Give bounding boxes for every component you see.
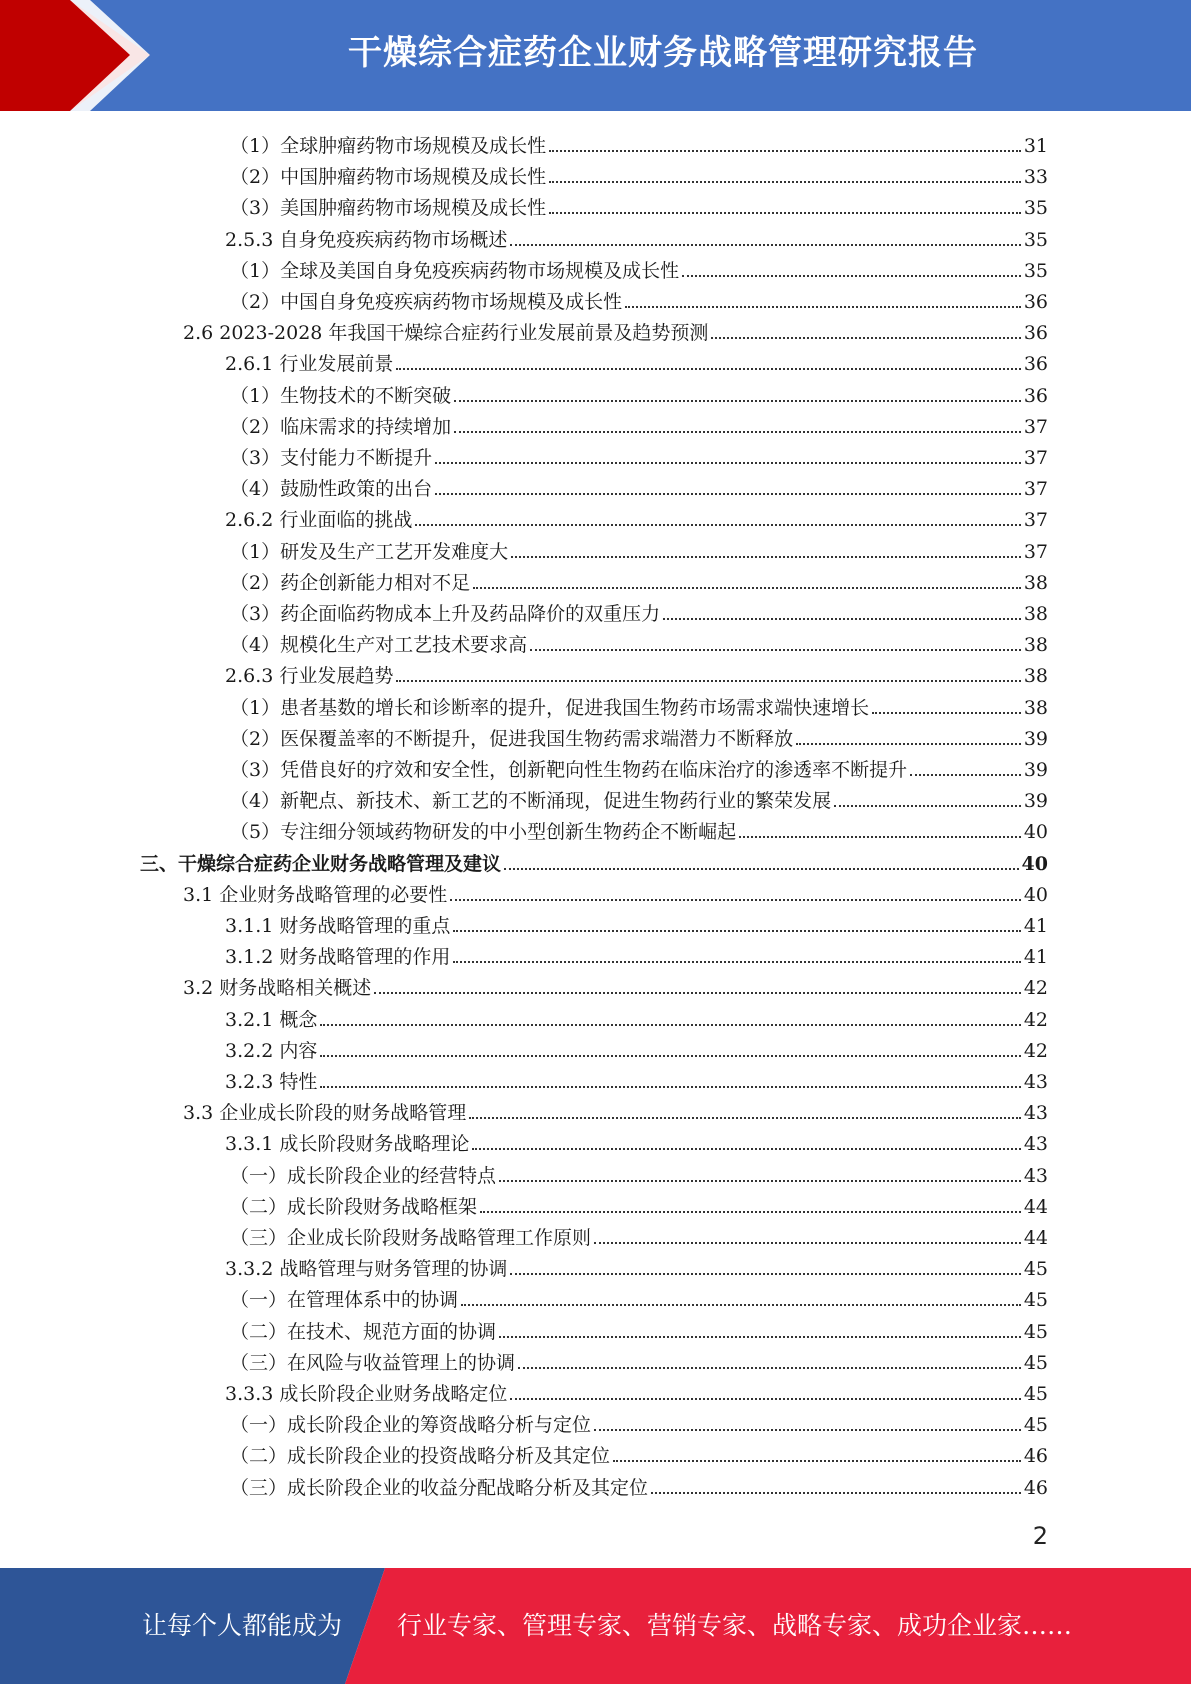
toc-entry[interactable] [230, 377, 1048, 408]
toc-entry-title: （3）支付能力不断提升 [230, 447, 433, 469]
toc-entry-title: （5）专注细分领域药物研发的中小型创新生物药企不断崛起 [230, 821, 737, 844]
toc-entry-page: 44 [1023, 1227, 1048, 1249]
toc-entry[interactable] [225, 501, 1048, 532]
toc-entry-page: 33 [1023, 166, 1048, 189]
toc-entry-title: （3）凭借良好的疗效和安全性，创新靶向性生物药在临床治疗的渗透率不断提升 [230, 759, 908, 781]
toc-dot-leader [663, 618, 1021, 620]
toc-entry-title: 2.6.3 行业发展趋势 [225, 665, 394, 688]
toc-dot-leader [435, 462, 1021, 464]
toc-entry[interactable] [230, 1406, 1048, 1437]
toc-entry-page: 45 [1023, 1289, 1048, 1312]
toc-dot-leader [320, 1086, 1020, 1088]
toc-entry[interactable] [140, 845, 1048, 876]
toc-entry-page: 41 [1023, 946, 1048, 969]
toc-entry-title: （1）患者基数的增长和诊断率的提升，促进我国生物药市场需求端快速增长 [230, 696, 870, 719]
toc-dot-leader [510, 244, 1020, 246]
toc-entry[interactable] [230, 595, 1048, 626]
toc-entry-page: 39 [1023, 759, 1048, 781]
toc-dot-leader [454, 400, 1021, 402]
toc-entry[interactable] [225, 907, 1048, 938]
toc-dot-leader [625, 306, 1021, 308]
toc-dot-leader [549, 181, 1021, 183]
toc-dot-leader [461, 1304, 1021, 1306]
toc-entry-page: 38 [1023, 603, 1048, 625]
toc-dot-leader [594, 1429, 1021, 1431]
toc-entry-page: 45 [1023, 1383, 1048, 1405]
toc-entry-title: （三）企业成长阶段财务战略管理工作原则 [230, 1227, 592, 1249]
toc-entry-title: 3.3.1 成长阶段财务战略理论 [225, 1133, 470, 1156]
toc-entry-title: 2.6.1 行业发展前景 [225, 353, 394, 376]
toc-dot-leader [510, 1273, 1020, 1275]
toc-dot-leader [453, 930, 1020, 932]
toc-entry-page: 36 [1023, 353, 1048, 376]
toc-dot-leader [549, 150, 1021, 152]
toc-dot-leader [454, 431, 1021, 433]
toc-entry-title: （三）在风险与收益管理上的协调 [230, 1351, 516, 1374]
toc-entry[interactable] [225, 657, 1048, 688]
toc-entry-title: （2）医保覆盖率的不断提升，促进我国生物药需求端潜力不断释放 [230, 727, 794, 750]
toc-entry-page: 45 [1023, 1414, 1048, 1437]
toc-entry-title: 3.3.3 成长阶段企业财务战略定位 [225, 1383, 508, 1405]
toc-entry[interactable] [230, 689, 1048, 720]
toc-entry-page: 35 [1023, 259, 1048, 282]
toc-entry[interactable] [230, 564, 1048, 595]
toc-entry-title: 3.1.2 财务战略管理的作用 [225, 946, 451, 969]
toc-dot-leader [834, 805, 1021, 807]
toc-entry-page: 46 [1023, 1476, 1048, 1499]
toc-entry[interactable] [230, 1313, 1048, 1344]
toc-dot-leader [613, 1460, 1021, 1462]
page-header [0, 0, 1191, 111]
toc-dot-leader [450, 899, 1021, 901]
toc-entry-title: （三）成长阶段企业的收益分配战略分析及其定位 [230, 1476, 649, 1499]
toc-entry[interactable] [183, 314, 1048, 345]
toc-entry[interactable] [230, 439, 1048, 470]
toc-entry-page: 41 [1023, 915, 1048, 937]
toc-dot-leader [415, 524, 1020, 526]
toc-entry-page: 38 [1023, 571, 1048, 594]
toc-dot-leader [320, 1024, 1020, 1026]
toc-entry-title: （二）成长阶段企业的投资战略分析及其定位 [230, 1445, 611, 1468]
toc-entry[interactable] [230, 1188, 1048, 1219]
toc-dot-leader [739, 836, 1021, 838]
toc-entry[interactable] [230, 1469, 1048, 1500]
toc-dot-leader [480, 1211, 1021, 1213]
toc-entry-title: 3.2.3 特性 [225, 1071, 318, 1093]
toc-entry-title: 3.1.1 财务战略管理的重点 [225, 915, 451, 937]
toc-dot-leader [682, 275, 1021, 277]
toc-entry-title: （2）中国肿瘤药物市场规模及成长性 [230, 166, 547, 189]
toc-entry[interactable] [230, 533, 1048, 564]
toc-entry-page: 37 [1023, 447, 1048, 469]
toc-entry-title: （3）美国肿瘤药物市场规模及成长性 [230, 197, 547, 220]
toc-entry-title: （一）成长阶段企业的筹资战略分析与定位 [230, 1414, 592, 1437]
toc-dot-leader [511, 556, 1021, 558]
toc-entry-title: 2.6 2023-2028 年我国干燥综合症药行业发展前景及趋势预测 [183, 322, 709, 345]
toc-dot-leader [651, 1492, 1021, 1494]
toc-entry-title: （二）在技术、规范方面的协调 [230, 1320, 497, 1343]
toc-dot-leader [435, 493, 1021, 495]
toc-dot-leader [499, 1336, 1021, 1338]
page-footer [0, 1568, 1191, 1684]
toc-entry[interactable] [230, 189, 1048, 220]
toc-entry-page: 45 [1023, 1351, 1048, 1374]
toc-dot-leader [549, 212, 1021, 214]
toc-entry-title: 3.2.1 概念 [225, 1008, 318, 1031]
report-title: 干燥综合症药企业财务战略管理研究报告 [348, 33, 978, 73]
toc-dot-leader [453, 961, 1020, 963]
toc-entry-title: （2）药企创新能力相对不足 [230, 571, 471, 594]
toc-entry-title: （3）药企面临药物成本上升及药品降价的双重压力 [230, 603, 661, 625]
toc-entry[interactable] [225, 345, 1048, 376]
toc-entry-page: 42 [1023, 1008, 1048, 1031]
toc-entry-page: 36 [1023, 291, 1048, 313]
toc-entry[interactable] [225, 221, 1048, 252]
toc-entry-title: 2.6.2 行业面临的挑战 [225, 509, 413, 532]
toc-entry[interactable] [230, 252, 1048, 283]
toc-dot-leader [594, 1242, 1021, 1244]
toc-entry-page: 37 [1023, 415, 1048, 438]
toc-entry-page: 43 [1023, 1071, 1048, 1093]
toc-entry-title: （二）成长阶段财务战略框架 [230, 1195, 478, 1218]
toc-dot-leader [499, 1180, 1021, 1182]
toc-entry[interactable] [225, 1032, 1048, 1063]
toc-dot-leader [473, 587, 1021, 589]
toc-entry-page: 35 [1023, 197, 1048, 220]
toc-dot-leader [510, 1398, 1020, 1400]
toc-entry-title: （2）临床需求的持续增加 [230, 415, 452, 438]
toc-dot-leader [711, 337, 1020, 339]
toc-entry-title: 3.2.2 内容 [225, 1039, 318, 1062]
toc-entry[interactable] [183, 1094, 1048, 1125]
toc-dot-leader [472, 1148, 1020, 1150]
toc-entry[interactable] [230, 751, 1048, 782]
toc-entry[interactable] [225, 1063, 1048, 1094]
toc-entry-page: 36 [1023, 322, 1048, 345]
toc-entry-page: 45 [1023, 1258, 1048, 1281]
toc-entry-page: 37 [1023, 478, 1048, 501]
toc-entry[interactable] [230, 408, 1048, 439]
toc-entry-page: 40 [1023, 821, 1048, 844]
toc-entry[interactable] [230, 813, 1048, 844]
toc-entry-page: 44 [1023, 1195, 1048, 1218]
toc-entry-page: 31 [1023, 135, 1048, 157]
toc-entry-page: 40 [1021, 852, 1048, 875]
toc-entry-page: 37 [1023, 509, 1048, 532]
toc-entry-page: 45 [1023, 1320, 1048, 1343]
toc-dot-leader [469, 1117, 1021, 1119]
toc-entry-page: 37 [1023, 540, 1048, 563]
toc-entry-title: （一）在管理体系中的协调 [230, 1289, 459, 1312]
toc-entry-title: （1）全球及美国自身免疫疾病药物市场规模及成长性 [230, 259, 680, 282]
toc-entry-title: 3.1 企业财务战略管理的必要性 [183, 883, 448, 906]
toc-dot-leader [504, 868, 1019, 870]
toc-entry-title: 3.3 企业成长阶段的财务战略管理 [183, 1102, 467, 1125]
toc-dot-leader [518, 1367, 1021, 1369]
toc-dot-leader [796, 743, 1021, 745]
toc-entry-title: （1）生物技术的不断突破 [230, 384, 452, 407]
toc-entry-page: 38 [1023, 634, 1048, 657]
toc-entry[interactable] [230, 283, 1048, 314]
toc-entry-title: 3.2 财务战略相关概述 [183, 977, 372, 1000]
toc-dot-leader [910, 774, 1021, 776]
toc-entry-title: 3.3.2 战略管理与财务管理的协调 [225, 1258, 508, 1281]
toc-entry[interactable] [230, 782, 1048, 813]
toc-entry-page: 35 [1023, 228, 1048, 251]
toc-entry[interactable] [230, 1344, 1048, 1375]
toc-entry-title: （1）研发及生产工艺开发难度大 [230, 540, 509, 563]
toc-entry-page: 46 [1023, 1445, 1048, 1468]
toc-entry[interactable] [230, 720, 1048, 751]
toc-entry-title: （4）新靶点、新技术、新工艺的不断涌现，促进生物药行业的繁荣发展 [230, 790, 832, 813]
toc-entry-page: 39 [1023, 727, 1048, 750]
toc-entry[interactable] [230, 470, 1048, 501]
toc-entry-page: 42 [1023, 977, 1048, 1000]
toc-entry-page: 40 [1023, 883, 1048, 906]
toc-entry[interactable] [230, 158, 1048, 189]
toc-entry-title: （1）全球肿瘤药物市场规模及成长性 [230, 135, 547, 157]
toc-entry[interactable] [230, 1437, 1048, 1468]
toc-entry-page: 38 [1023, 696, 1048, 719]
toc-entry[interactable] [183, 969, 1048, 1000]
toc-entry-page: 43 [1023, 1133, 1048, 1156]
toc-entry-page: 38 [1023, 665, 1048, 688]
toc-entry-title: （一）成长阶段企业的经营特点 [230, 1164, 497, 1187]
toc-entry-page: 42 [1023, 1039, 1048, 1062]
toc-dot-leader [374, 992, 1021, 994]
toc-entry-page: 39 [1023, 790, 1048, 813]
page-number: 2 [1032, 1522, 1048, 1550]
toc-dot-leader [872, 712, 1021, 714]
toc-entry[interactable] [230, 1219, 1048, 1250]
toc-entry-page: 43 [1023, 1102, 1048, 1125]
toc-dot-leader [396, 680, 1020, 682]
toc-entry[interactable] [225, 1125, 1048, 1156]
toc-entry-page: 43 [1023, 1164, 1048, 1187]
toc-entry[interactable] [230, 1157, 1048, 1188]
footer-slogan-left: 让每个人都能成为 [142, 1611, 343, 1640]
toc-dot-leader [320, 1055, 1020, 1057]
footer-slogan-right: 行业专家、管理专家、营销专家、战略专家、成功企业家…… [397, 1611, 1073, 1640]
toc-entry[interactable] [230, 626, 1048, 657]
toc-entry[interactable] [230, 127, 1048, 158]
toc-entry[interactable] [225, 1250, 1048, 1281]
toc-dot-leader [530, 649, 1021, 651]
toc-entry[interactable] [183, 876, 1048, 907]
toc-entry[interactable] [225, 1375, 1048, 1406]
toc-dot-leader [396, 368, 1020, 370]
toc-entry[interactable] [230, 1281, 1048, 1312]
toc-entry-title: （4）鼓励性政策的出台 [230, 478, 433, 501]
toc-entry-title: （2）中国自身免疫疾病药物市场规模及成长性 [230, 291, 623, 313]
toc-entry[interactable] [225, 1001, 1048, 1032]
toc-entry-title: （4）规模化生产对工艺技术要求高 [230, 634, 528, 657]
toc-entry[interactable] [225, 938, 1048, 969]
toc-entry-title: 三、干燥综合症药企业财务战略管理及建议 [140, 852, 502, 875]
toc-entry-page: 36 [1023, 384, 1048, 407]
toc-entry-title: 2.5.3 自身免疫疾病药物市场概述 [225, 228, 508, 251]
